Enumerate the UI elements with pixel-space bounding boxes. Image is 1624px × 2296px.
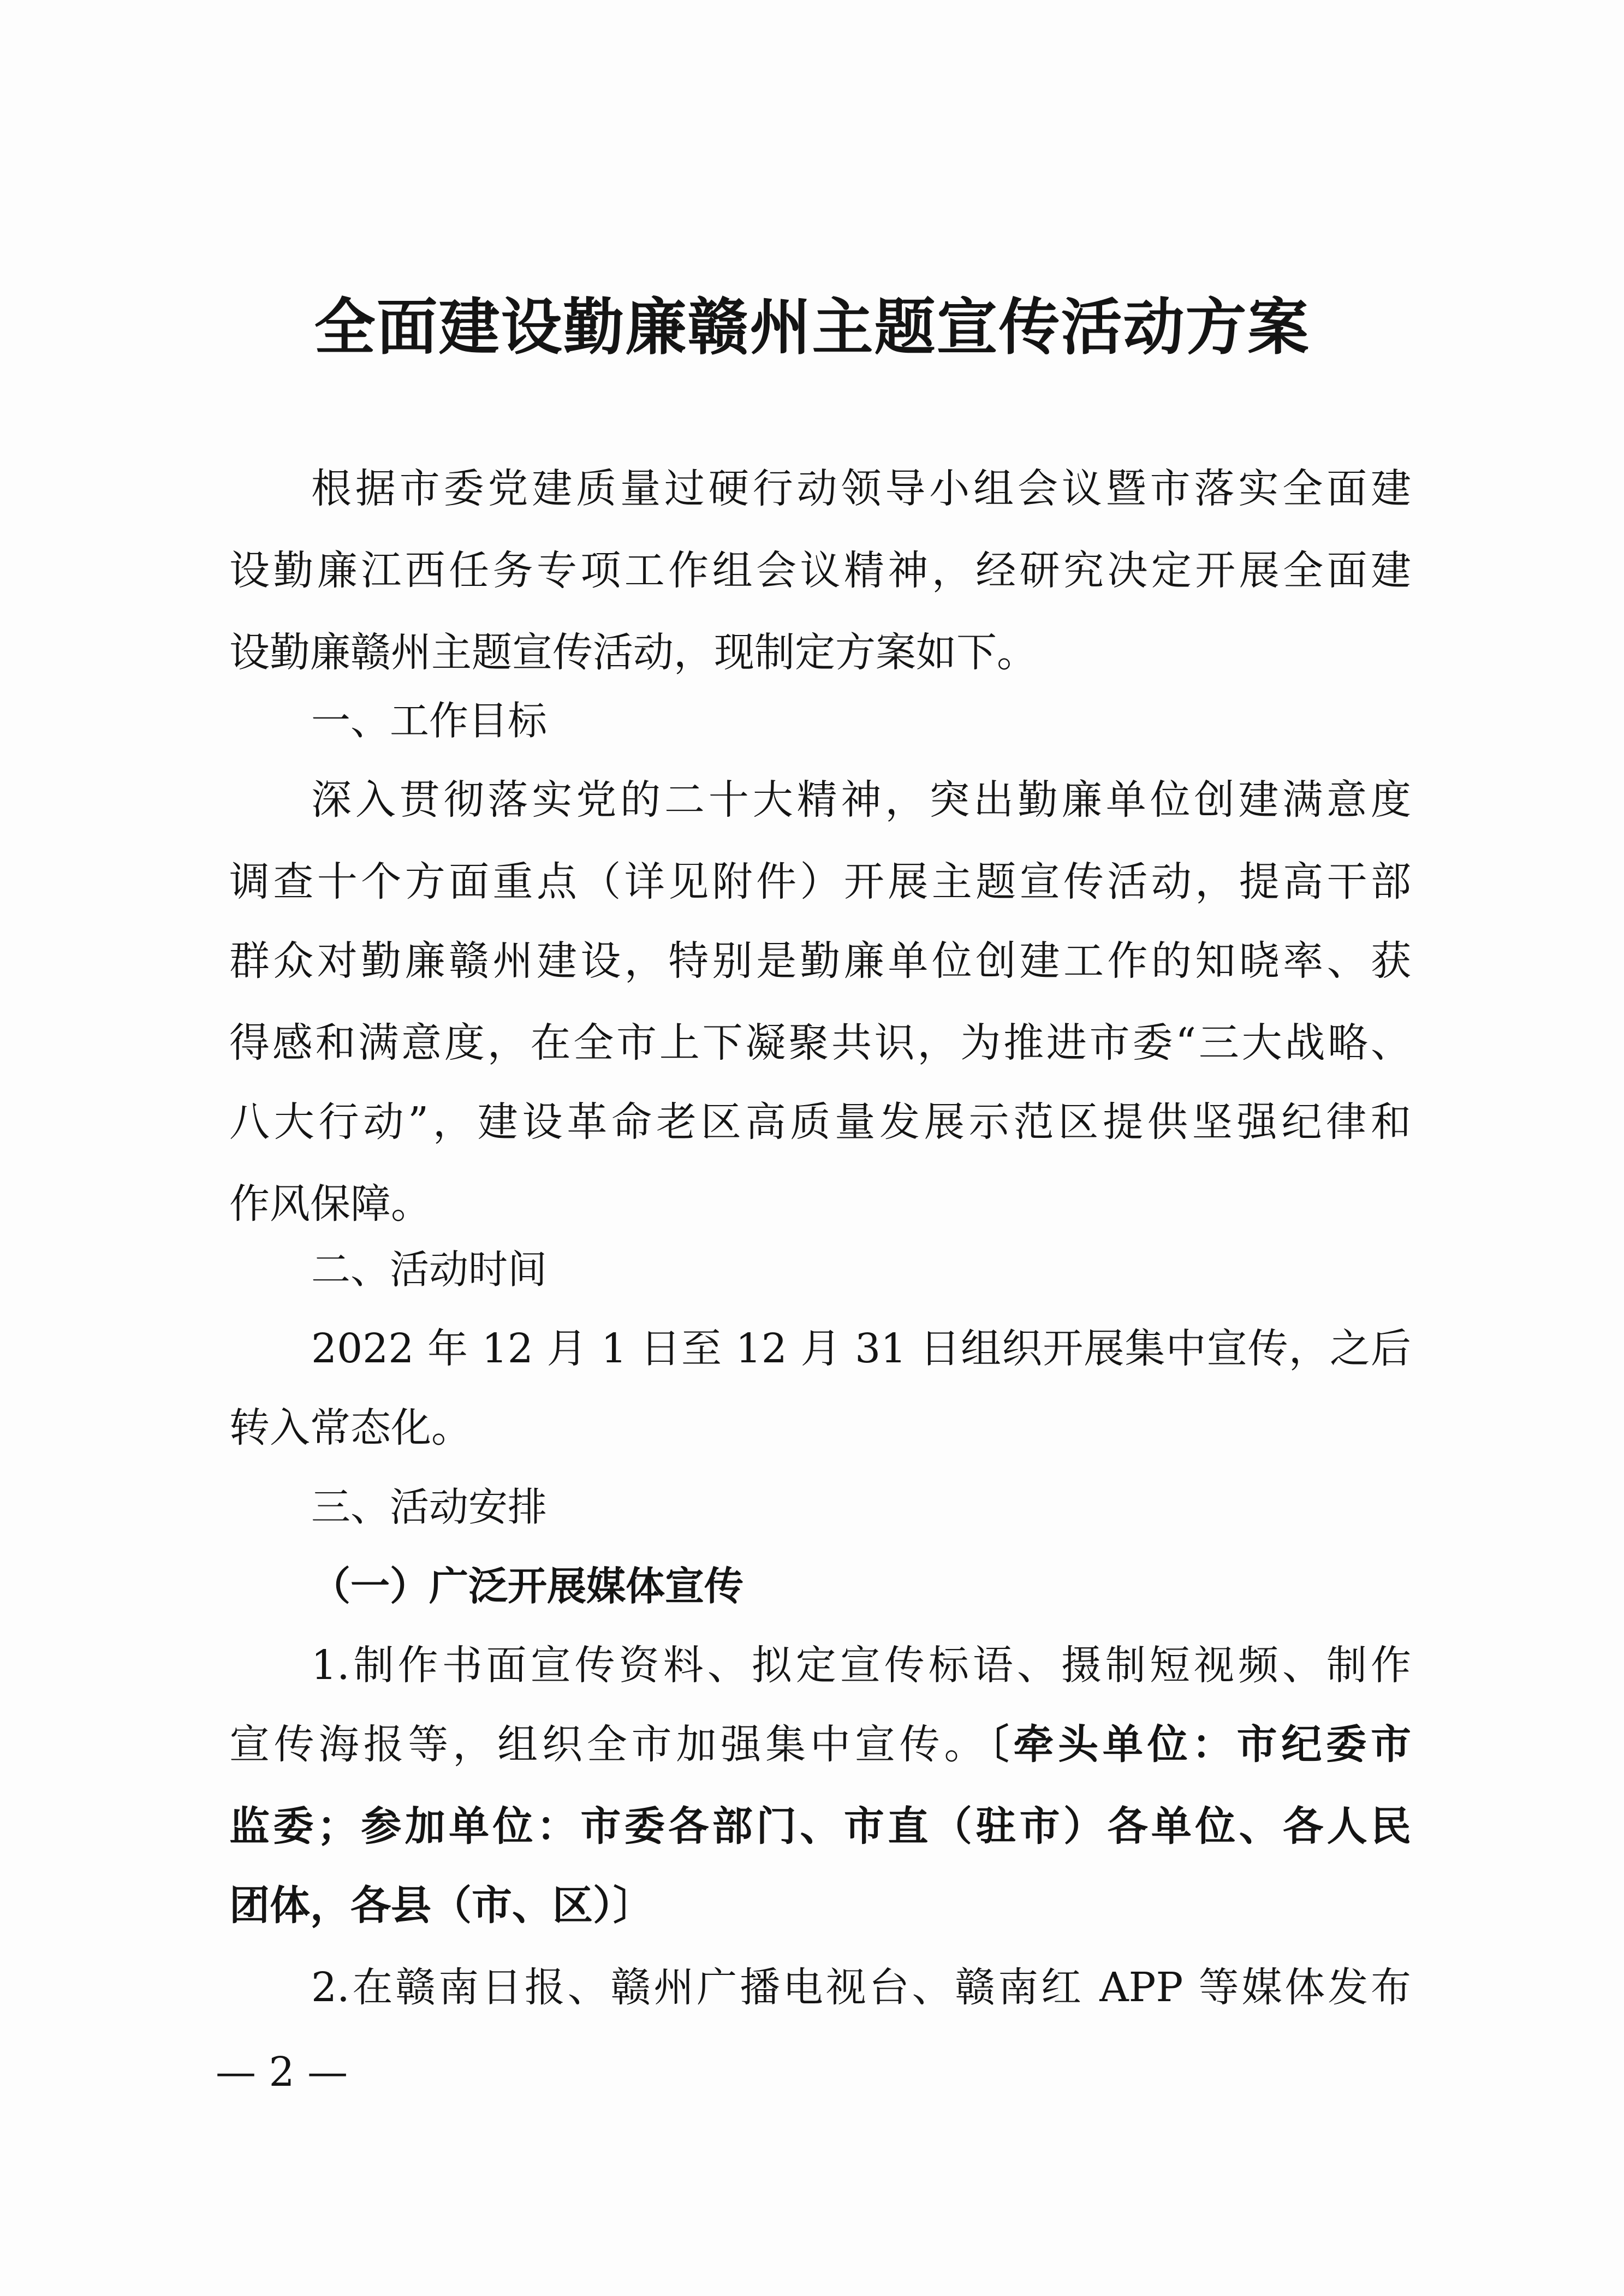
section-2-line-1: 2022 年 12 月 1 日至 12 月 31 日组织开展集中宣传，之后 [311,1325,1411,1372]
section-1-line-4: 得感和满意度，在全市上下凝聚共识，为推进市委“三大战略、 [229,1019,1411,1066]
page-number: — 2 — [216,2049,348,2096]
section-1-heading: 一、工作目标 [311,698,548,744]
section-1-line-1: 深入贯彻落实党的二十大精神，突出勤廉单位创建满意度 [311,776,1411,823]
item-1-line-1: 1.制作书面宣传资料、拟定宣传标语、摄制短视频、制作 [311,1642,1411,1689]
section-3-heading: 三、活动安排 [311,1484,548,1530]
section-2-line-2: 转入常态化。 [229,1404,472,1451]
document-title: 全面建设勤廉赣州主题宣传活动方案 [314,292,1310,363]
intro-line-3: 设勤廉赣州主题宣传活动，现制定方案如下。 [229,629,1037,676]
item-1-line-3: 监委；参加单位：市委各部门、市直（驻市）各单位、各人民 [229,1803,1411,1850]
intro-line-1: 根据市委党建质量过硬行动领导小组会议暨市落实全面建 [311,465,1411,512]
item-2-line-1: 2.在赣南日报、赣州广播电视台、赣南红 APP 等媒体发布 [311,1964,1411,2011]
section-1-line-5: 八大行动”，建设革命老区高质量发展示范区提供坚强纪律和 [229,1099,1411,1146]
item-1-line-2 [229,1714,1411,1775]
intro-line-2: 设勤廉江西任务专项工作组会议精神，经研究决定开展全面建 [229,547,1411,594]
item-1-line-4: 团体，各县（市、区）〕 [229,1882,653,1929]
section-2-heading: 二、活动时间 [311,1247,548,1292]
section-1-line-3: 群众对勤廉赣州建设，特别是勤廉单位创建工作的知晓率、获 [229,938,1411,984]
item-1-line-2-bold: 〔牵头单位：市纪委市 [989,1721,1412,1768]
section-1-line-6: 作风保障。 [229,1180,431,1227]
section-1-line-2: 调查十个方面重点（详见附件）开展主题宣传活动，提高干部 [229,858,1411,905]
section-3-subheading: （一）广泛开展媒体宣传 [311,1563,744,1609]
item-1-line-2-plain: 宣传海报等，组织全市加强集中宣传。 [229,1721,989,1768]
